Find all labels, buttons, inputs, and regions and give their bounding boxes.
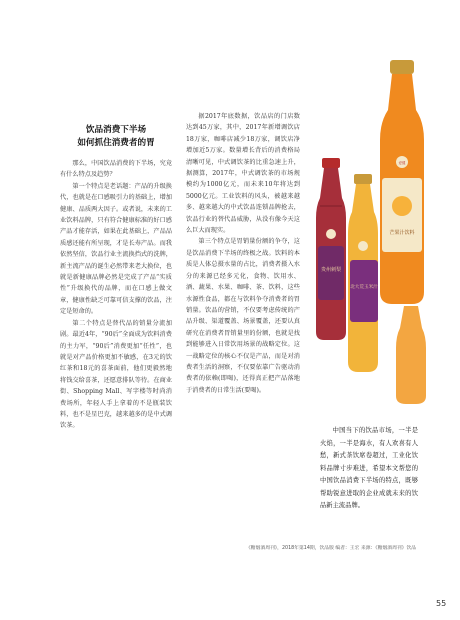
paragraph: 第二个特点是替代品的销量分流加剧。最近4年，“90后”全面成为饮料消费的主力军，“90后”消费更加“任性”，也就是对产品价格更加不敏感，在3元的饮红茶和18元的喜茶面前，他们更毅然地将钱交给喜茶，还愿意排队等待。在商业街、Shopping Mall、写字楼等时尚消费场所，年轻人手上拿着的不是瓶装饮料，也不是星巴克，越来越多的是中式调饮茶。 <box>60 319 172 430</box>
paragraph: 那么，中国饮品消费的下半场，究竟有什么特点及趋势？ <box>60 160 172 179</box>
paragraph: 第三个特点是胃销量份额的争夺，这是饮品消费下半场的终极之战。饮料的本质是人体总摄水量的占比，消费者摄入水分的来源已经多元化，食物、饮用水、酒、蔬果、水果、咖啡、茶、饮料，这些水源性食品，都在与饮料争夺消费者的胃销量。饮品的营销，不仅要考虑传统的产品升级、渠道覆盖、场景覆盖，还要认真研究在消费者胃销量里的份额，也就是找到能够进入日常饮用场景的战略定位。这一战略定位的核心不仅是产品，而是对消费者生活的洞察，不仅要依靠广告驱动消费者的依赖(即喝)，还得真正把产品落地于消费者的日常生活(要喝)。 <box>186 238 300 394</box>
bottle-right <box>380 60 424 304</box>
headline-line-2: 如何抓住消费者的胃 <box>77 138 155 148</box>
bottle-right-label: 芒果汁饮料 <box>389 230 415 236</box>
bottle-right-rear <box>396 306 426 404</box>
text-column-3 <box>320 425 418 513</box>
text-column-2 <box>186 111 300 396</box>
bottle-middle <box>348 174 378 372</box>
bottle-middle-label: 北大荒玉米汁 <box>350 285 378 290</box>
paragraph: 第一个特点是老话题：产品的升级换代，也就是在口感吸引力的基础上，增加健康、品质两大因子。或者说，未来的工业饮料品牌，只有符合健康标准的好口感产品才能存活，如果在此基础上，产品品质感还能有所呈现，才是长寿产品。而我依然坚信，饮品行业主流换挡式的洗牌，新主流产品的诞生必然带来老大换位，也就是新健康品牌必然是完成了产品“实质性”升级换代的品牌，而在口感上做文章，健康性缺乏可靠可信支撑的饮品，注定是短命的。 <box>60 182 172 316</box>
headline-line-1: 饮品消费下半场 <box>85 125 147 135</box>
article-headline <box>60 124 172 150</box>
page-number: 55 <box>436 599 447 608</box>
brand-logo: 爱健 <box>398 161 406 165</box>
paragraph: 据2017年底数据，饮品店的门店数达到45万家，其中，2017年新增调饮店18万家，咖啡店减少18万家，调饮店净增加近5万家。数量增长背后的消费格局清晰可见，中式调饮茶的比重急速上升，据测算，2017年，中式调饮茶的市场规模约为1000亿元，而未来10年将达到5000亿元。工业饮料的风头，被越来越多、越来越大的中式饮品连锁品牌抢去，饮品行业的替代品威胁，从没有像今天这么巨大而现实。 <box>186 113 300 235</box>
bottle-left <box>316 158 346 340</box>
paragraph: 中国当下的饮品市场，一半是火焰，一半是海水，有人欢喜有人愁，新式茶饮席卷超过，工业化饮料品牌寸步难进，希望本文帮您的中国饮品消费下半场的特点，既够帮助锐意进取的企业成就未来的饮品新主流品牌。 <box>320 427 418 509</box>
image-caption: 《糖烟酒周刊》，2018年第14期，饮品版 编者：王宏 来源：《糖烟酒周刊》饮品 <box>246 546 417 551</box>
bottle-left-label: 贵州刺梨 <box>320 267 342 273</box>
product-photo <box>306 56 438 408</box>
text-column-1 <box>60 158 172 432</box>
juice-bottles-image <box>306 56 438 408</box>
